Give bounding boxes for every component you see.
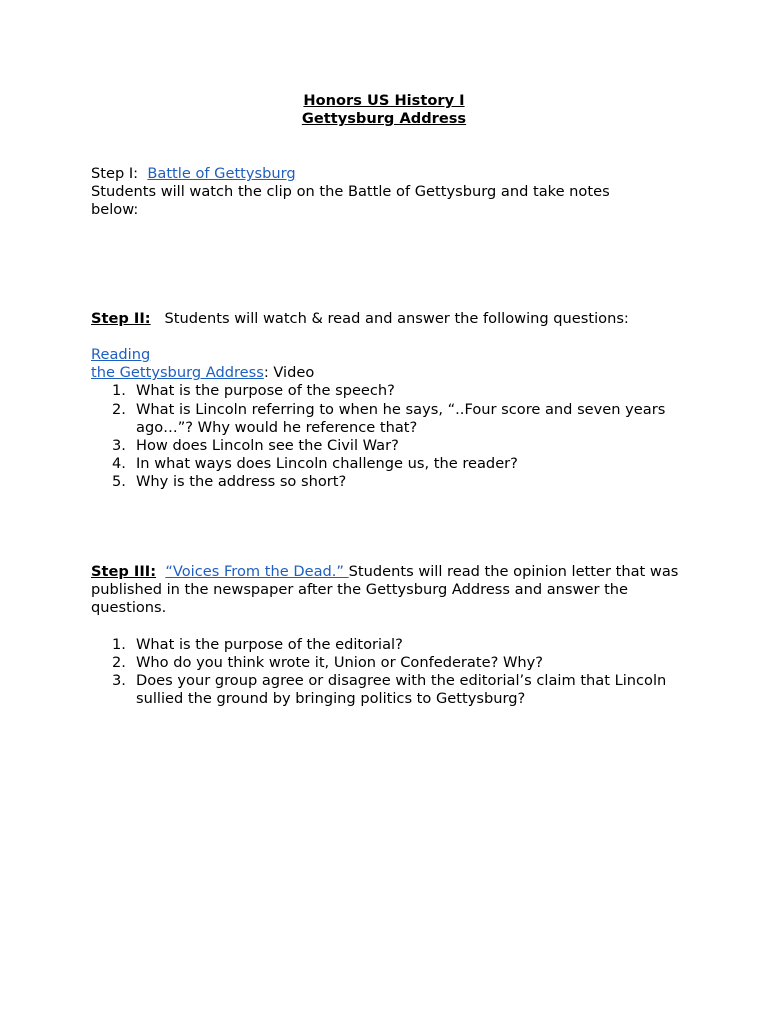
step-2-heading — [91, 310, 691, 328]
step-1-label: Step I: — [91, 165, 139, 182]
step-2-section — [91, 310, 691, 328]
list-item: 1. What is the purpose of the editorial? — [112, 635, 403, 653]
list-item: 1. What is the purpose of the speech? — [112, 382, 395, 400]
battle-of-gettysburg-link[interactable]: Battle of Gettysburg — [147, 165, 296, 182]
video-suffix: : Video — [263, 364, 315, 382]
list-item: 3. Does your group agree or disagree with the editorial’s claim that Lincoln sullied the ground by bringing politics to Gettysburg? — [112, 672, 667, 708]
document-title-topic: Gettysburg Address — [301, 110, 467, 127]
step-3-section — [91, 563, 686, 709]
list-item: 3. How does Lincoln see the Civil War? — [112, 437, 399, 455]
step-2-resources — [91, 346, 691, 492]
list-item: 2. Who do you think wrote it, Union or Confederate? Why? — [112, 654, 544, 671]
document-title-course: Honors US History I — [303, 92, 465, 109]
voices-from-the-dead-link[interactable]: “Voices From the Dead.” — [165, 563, 349, 580]
step-3-instructions: Students will read the opinion letter that was published in the newspaper after the Gettysburg Address and answer the questions. — [91, 563, 679, 617]
step-1-heading — [91, 165, 651, 183]
step-3-label: Step III: — [91, 563, 157, 580]
step-1-section — [91, 165, 651, 220]
list-item: 2. What is Lincoln referring to when he says, “..Four score and seven years ago…”? Why would he reference that? — [112, 400, 666, 436]
reading-link[interactable]: Reading — [91, 346, 151, 363]
step-2-label: Step II: — [91, 310, 151, 327]
step-3-paragraph — [91, 563, 686, 618]
step-1-instructions: Students will watch the clip on the Battle of Gettysburg and take notes below: — [91, 183, 610, 219]
list-item: 5. Why is the address so short? — [112, 473, 347, 491]
step-2-question-list — [91, 382, 691, 491]
spacer — [91, 618, 686, 636]
list-item: 4. In what ways does Lincoln challenge us, the reader? — [112, 455, 518, 473]
gettysburg-address-video-link[interactable]: the Gettysburg Address — [91, 364, 264, 382]
step-3-question-list — [91, 636, 686, 709]
step-2-instructions: Students will watch & read and answer the following questions: — [164, 310, 629, 327]
